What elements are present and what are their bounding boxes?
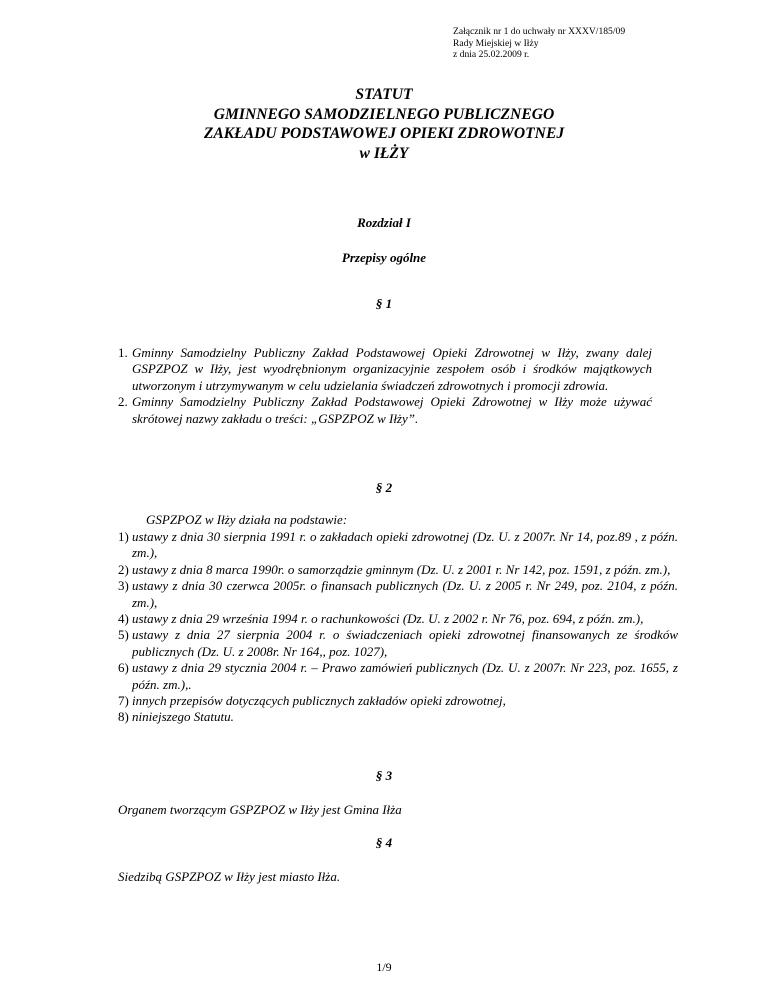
- section-2-heading: § 2: [375, 480, 393, 495]
- item-number: 2): [118, 561, 129, 577]
- annex-line: Rady Miejskiej w Iłży: [453, 37, 539, 49]
- list-item: [118, 709, 678, 725]
- title-line: STATUT: [355, 86, 413, 103]
- item-number: 2.: [118, 394, 128, 410]
- annex-line: z dnia 25.02.2009 r.: [453, 49, 530, 60]
- annex-note: [453, 26, 625, 61]
- item-number: 7): [118, 693, 129, 709]
- item-number: 1.: [118, 345, 128, 360]
- item-number: 1): [118, 529, 129, 544]
- annex-line: Załącznik nr 1 do uchwały nr XXXV/185/09: [453, 26, 626, 37]
- list-item: [118, 578, 678, 611]
- list-item: [118, 660, 678, 693]
- item-text: Gminny Samodzielny Publiczny Zakład Podstawowej Opieki Zdrowotnej w Iłży, zwany dalej GSPZPOZ w Iłży, jest wyodrębnionym organizacyjnie zespołem osób i środków majątkowych utworzonym i utrzymywanym w celu udzielania świadczeń zdrowotnych i promocji zdrowia.: [132, 345, 652, 393]
- section-4-heading: § 4: [375, 835, 393, 850]
- chapter-title: Przepisy ogólne: [341, 250, 427, 265]
- item-number: 8): [118, 709, 129, 725]
- section-4-text: Siedzibą GSPZPOZ w Iłży jest miasto Iłża.: [118, 869, 341, 884]
- chapter-heading: Rozdział I: [357, 215, 411, 230]
- item-text: Gminny Samodzielny Publiczny Zakład Podstawowej Opieki Zdrowotnej w Iłży może używać skrótowej nazwy zakładu o treści: „GSPZPOZ w Iłży”.: [132, 394, 652, 426]
- list-item: [118, 345, 652, 394]
- item-number: 6): [118, 660, 129, 676]
- item-number: 5): [118, 627, 129, 643]
- item-number: 3): [118, 578, 129, 594]
- section-1-heading: § 1: [375, 296, 393, 311]
- section-2-list: [118, 529, 678, 726]
- item-text: innych przepisów dotyczących publicznych zakładów opieki zdrowotnej,: [132, 693, 506, 709]
- section-3-text: Organem tworzącym GSPZPOZ w Iłży jest Gmina Iłża: [118, 802, 402, 817]
- list-item: [118, 627, 678, 660]
- item-text: niniejszego Statutu.: [132, 709, 234, 725]
- item-text: ustawy z dnia 30 sierpnia 1991 r. o zakładach opieki zdrowotnej (Dz. U. z 2007r. Nr 14, poz.89 , z późn. zm.),: [132, 529, 678, 561]
- title-line: GMINNEGO SAMODZIELNEGO PUBLICZNEGO: [213, 105, 555, 123]
- title-line: ZAKŁADU PODSTAWOWEJ OPIEKI ZDROWOTNEJ: [203, 125, 565, 143]
- item-text: ustawy z dnia 27 sierpnia 2004 r. o świadczeniach opieki zdrowotnej finansowanych ze środków publicznych (Dz. U. z 2008r. Nr 164,, poz. 1027),: [132, 627, 678, 659]
- document-title: [0, 85, 768, 163]
- list-item: [118, 611, 678, 627]
- item-text: ustawy z dnia 29 września 1994 r. o rachunkowości (Dz. U. z 2002 r. Nr 76, poz. 694, z późn. zm.),: [132, 611, 644, 627]
- list-item: [118, 693, 678, 709]
- list-item: [118, 394, 652, 427]
- title-line: w IŁŻY: [359, 144, 409, 162]
- section-3-heading: § 3: [375, 768, 393, 783]
- page-number: 1/9: [376, 960, 392, 974]
- item-number: 4): [118, 611, 129, 627]
- list-item: [118, 562, 678, 578]
- section-1-list: [118, 345, 652, 427]
- item-text: ustawy z dnia 29 stycznia 2004 r. – Prawo zamówień publicznych (Dz. U. z 2007r. Nr 223, poz. 1655, z późn. zm.),.: [132, 660, 678, 692]
- list-item: [118, 529, 678, 562]
- item-text: ustawy z dnia 8 marca 1990r. o samorządzie gminnym (Dz. U. z 2001 r. Nr 142, poz. 1591, z późn. zm.),: [132, 561, 671, 577]
- section-2-intro: GSPZPOZ w Iłży działa na podstawie:: [146, 512, 348, 527]
- item-text: ustawy z dnia 30 czerwca 2005r. o finansach publicznych (Dz. U. z 2005 r. Nr 249, poz. 2104, z późn. zm.),: [132, 578, 678, 610]
